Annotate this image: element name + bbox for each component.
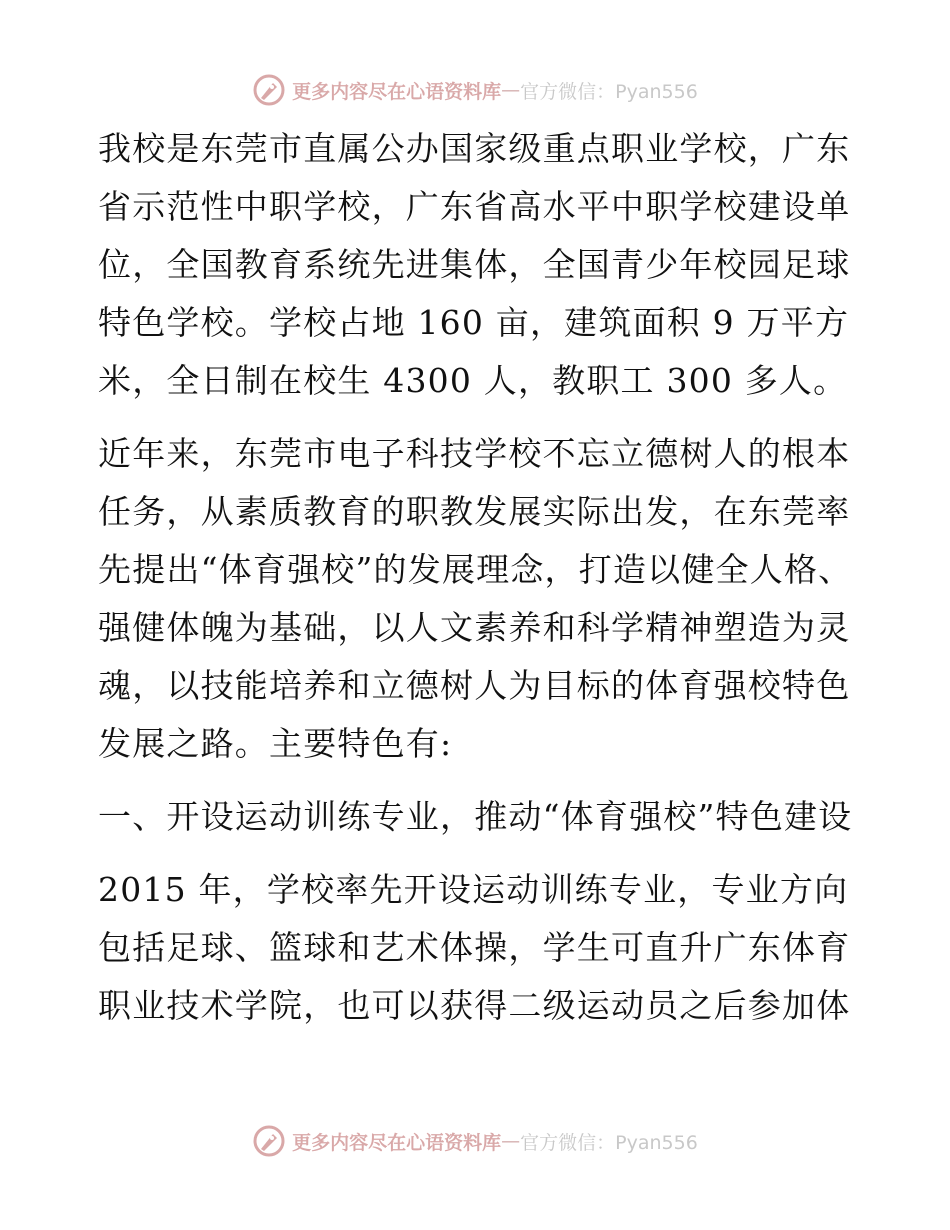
document-body (98, 120, 858, 1050)
section-heading-one: 一、开设运动训练专业，推动“体育强校”特色建设 (98, 797, 853, 836)
watermark-primary-text: 更多内容尽在心语资料库 (292, 1131, 502, 1154)
paragraph-school-intro: 我校是东莞市直属公办国家级重点职业学校，广东省示范性中职学校，广东省高水平中职学校建设单位，全国教育系统先进集体，全国青少年校园足球特色学校。学校占地 160 亩，建筑面积 9 万平方米，全日制在校生 4300 人，教职工 300 多人。 (98, 129, 851, 400)
paragraph-2015: 2015 年，学校率先开设运动训练专业，专业方向包括足球、篮球和艺术体操，学生可直升广东体育职业技术学院，也可以获得二级运动员之后参加体 (98, 870, 851, 1025)
watermark-header (0, 70, 950, 110)
watermark-secondary-text: 官方微信：Pyan556 (520, 1131, 698, 1154)
paragraph-recent-years: 近年来，东莞市电子科技学校不忘立德树人的根本任务，从素质教育的职教发展实际出发，在东莞率先提出“体育强校”的发展理念，打造以健全人格、强健体魄为基础，以人文素养和科学精神塑造为灵魂，以技能培养和立德树人为目标的体育强校特色发展之路。主要特色有: (98, 434, 853, 763)
watermark-footer (0, 1121, 950, 1161)
watermark-separator: — (501, 1130, 521, 1152)
pen-nib-circle-icon (252, 1124, 286, 1158)
watermark-separator: — (501, 79, 521, 101)
pen-nib-circle-icon (252, 73, 286, 107)
watermark-primary-text: 更多内容尽在心语资料库 (292, 80, 502, 103)
watermark-secondary-text: 官方微信：Pyan556 (520, 80, 698, 103)
